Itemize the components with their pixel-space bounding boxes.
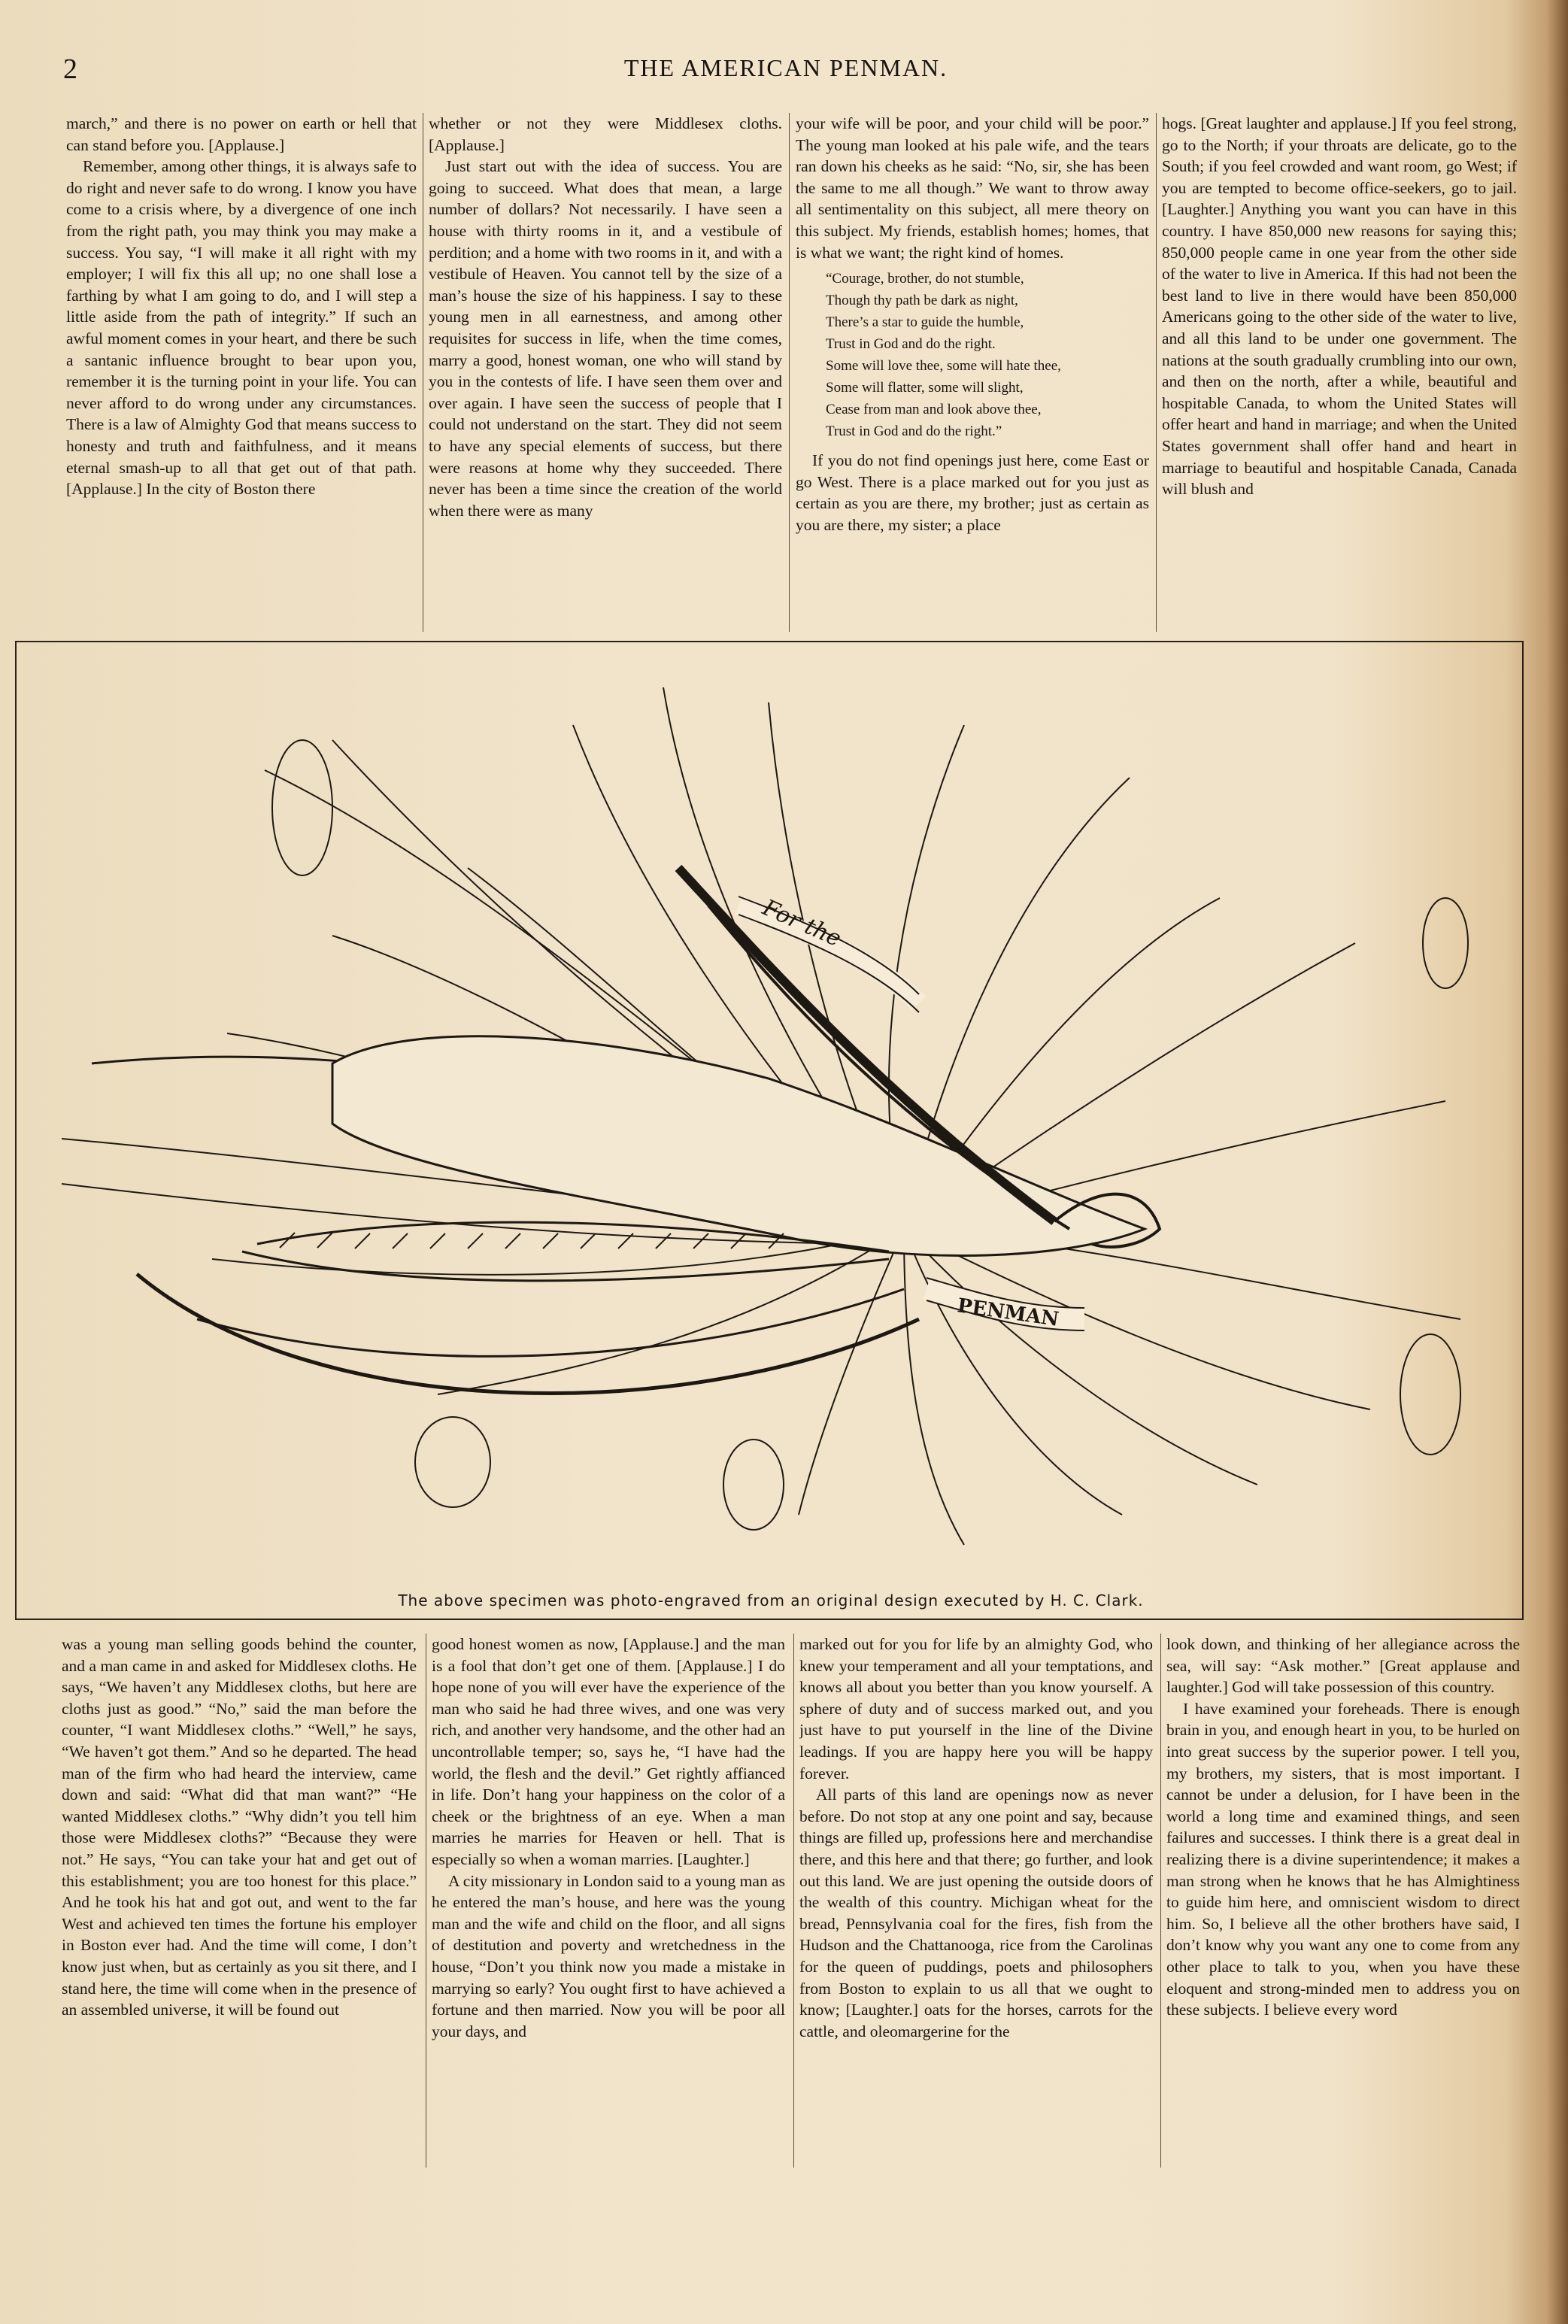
paragraph: If you do not find openings just here, come East or go West. There is a place marked out for you just as certain as you are there, my brother; just as certain as you are there, my sister; a place: [796, 451, 1149, 534]
poem: [796, 268, 1149, 442]
banner-top-text: For the: [758, 894, 845, 953]
page-header: [60, 53, 1512, 90]
poem-line: Some will flatter, some will slight,: [826, 380, 1024, 396]
poem-line: There’s a star to guide the humble,: [826, 314, 1024, 331]
bottom-column-1: [62, 1634, 417, 2175]
paragraph: Remember, among other things, it is always safe to do right and never safe to do wrong. I know you have come to a crisis where, by a divergence of one inch from the right path, you may think you may make a success. You say, “I will make it all right with my employer; I will fix this all up; no one shall lose a farthing by what I am going to do, and I will step a little aside from the path of integrity.” If such an awful moment comes in your heart, and there be such a santanic influence brought to bear upon you, remember it is the turning point in your life. You can never afford to do wrong under any circumstances. There is a law of Almighty God that means success to honesty and truth and faithfulness, and it means eternal smash-up to all that get out of that path. [Applause.] In the city of Boston there: [66, 157, 417, 499]
bottom-column-3: [799, 1634, 1153, 2175]
page-edge-shadow: [1545, 0, 1568, 2324]
illustration-caption: The above specimen was photo-engraved from an original design executed by H. C. Clark.: [398, 1591, 1144, 1610]
column-rule: [1160, 1634, 1161, 2168]
paragraph: marked out for you for life by an almighty God, who knew your temperament and all your temptations, and knows all about you better than you know yourself. A sphere of duty and of success marked out, and you just have to put yourself in the line of the Divine leadings. If you are happy here you will be happy forever.: [799, 1635, 1153, 1782]
paragraph: whether or not they were Middlesex cloths. [Applause.]: [429, 114, 782, 154]
paragraph: hogs. [Great laughter and applause.] If you feel strong, go to the North; if your throats are delicate, go to the South; if you feel crowded and want room, go West; if you are tempted to become office-seekers, go to jail. [Laughter.] Anything you want you can have in this country. I have 850,000 new reasons for saying this; 850,000 people came in one year from the other side of the water to live in America. If this had not been the best land to live in there would have been 850,000 Americans going to the other side of the water to live, and all this land to be under one government. The nations at the south gradually crumbling into our own, and then on the north, after a while, beautiful and hospitable Canada, to whom the United States will offer heart and hand in marriage; and when the United States government shall offer hand and heart in marriage to beautiful and hospitable Canada, Canada will blush and: [1162, 114, 1517, 499]
bottom-column-2: [432, 1634, 785, 2175]
poem-line: Trust in God and do the right.: [826, 336, 996, 353]
top-column-3: [796, 113, 1149, 632]
poem-line: “Courage, brother, do not stumble,: [826, 271, 1024, 287]
paragraph: I have examined your foreheads. There is enough brain in you, and enough heart in you, to be hurled on into great success by the superior power. I tell you, my brothers, my sisters, that is most important. I cannot be under a delusion, for I have been in the world a long time and examined things, and seen failures and successes. I think there is a great deal in realizing there is a divine superintendence; it makes a man strong when he knows that he has Almightiness to guide him here, and omniscient wisdom to direct him. So, I believe all the other brothers have said, I don’t know why you want any one to come from any other place to talk to you, when you have these eloquent and strong-minded men to address you on these subjects. I believe every word: [1166, 1699, 1520, 2019]
paragraph: your wife will be poor, and your child will be poor.” The young man looked at his pale wife, and the tears ran down his cheeks as he said: “No, sir, she has been the same to me all though.” We want to throw away all sentimentality on this subject, all mere theory on this subject. My friends, establish homes; homes, that is what we want; the right kind of homes.: [796, 114, 1149, 262]
paragraph: look down, and thinking of her allegiance across the sea, will say: “Ask mother.” [Great applause and laughter.] God will take possession of this country.: [1166, 1635, 1520, 1697]
paragraph: march,” and there is no power on earth or hell that can stand before you. [Applause.]: [66, 114, 417, 154]
paragraph: was a young man selling goods behind the counter, and a man came in and asked for Middlesex cloths. He says, “We haven’t any Middlesex cloths, but here are cloths just as good.” “No,” said the man before the counter, “I want Middlesex cloths.” “Well,” he says, “We haven’t got them.” And so he departed. The head man of the firm who had heard the interview, came down and said: “What did that man want?” “He wanted Middlesex cloths.” “Why didn’t you tell him those were Middlesex cloths?” “Because they were not.” He says, “You can take your hat and get out of this establishment; you are too honest for this place.” And he took his hat and got out, and went to the far West and achieved ten times the fortune his employer in Boston ever had. And the time will come, I don’t know just when, but as certainly as you sit there, and I stand here, the time will come when in the presence of an assembled universe, it will be found out: [62, 1635, 417, 2019]
top-column-2: [429, 113, 782, 632]
journal-title: THE AMERICAN PENMAN.: [623, 54, 948, 81]
penmanship-illustration: [15, 641, 1524, 1620]
column-rule: [789, 113, 790, 632]
paragraph: A city missionary in London said to a young man as he entered the man’s house, and here was the young man and the wife and child on the floor, and all signs of destitution and poverty and wretchedness in the house, “Don’t you think now you made a mistake in marrying so early? You ought first to have achieved a fortune and then married. Now you will be poor all your days, and: [432, 1871, 785, 2040]
flourished-bird-drawing: [17, 642, 1522, 1582]
poem-line: Some will love thee, some will hate thee,: [826, 358, 1061, 375]
paragraph: good honest women as now, [Applause.] and the man is a fool that don’t get one of them. [Applause.] I do hope none of you will ever have the experience of the man who said he had three wives, and one was very rich, and another very handsome, and the other had an uncontrollable temper; so, says he, “I have had the world, the flesh and the devil.” Get rightly affianced in life. Don’t hang your happiness on the color of a cheek or the brightness of an eye. When a man marries he marries for Heaven or hell. That is especially so when a woman marries. [Laughter.]: [432, 1635, 785, 1868]
poem-line: Cease from man and look above thee,: [826, 402, 1042, 418]
bottom-column-4: [1166, 1634, 1520, 2175]
top-column-4: [1162, 113, 1517, 632]
column-rule: [793, 1634, 794, 2168]
banner-bottom-text: PENMAN: [956, 1294, 1060, 1331]
column-rule: [1156, 113, 1157, 632]
paragraph: All parts of this land are openings now as never before. Do not stop at any one point and say, because things are filled up, professions here and merchandise there, and this here and that there; go further, and look out this land. We are just opening the outside doors of the wealth of this country. Michigan wheat for the bread, Pennsylvania coal for the fires, fish from the Hudson and the Chattanooga, rice from the Carolinas for the queen of puddings, poets and philosophers from Boston to explain to us all that we ought to know; [Laughter.] oats for the horses, carrots for the cattle, and oleomargerine for the: [799, 1785, 1153, 2040]
paragraph: Just start out with the idea of success. You are going to succeed. What does that mean, a large number of dollars? Not necessarily. I have seen a house with thirty rooms in it, and a vestibule of perdition; and a home with two rooms in it, and with a vestibule of Heaven. You cannot tell by the size of a man’s house the size of his happiness. I say to these young men in all earnestness, and among other requisites for success in life, when the time comes, marry a good, honest woman, one who will stand by you in the contests of life. I have seen them over and over again. I have seen the success of people that I could not understand on the start. They did not seem to have any special elements of success, but there were reasons at home why they succeeded. There never has been a time since the creation of the world when there were as many: [429, 157, 782, 520]
top-column-1: [66, 113, 417, 632]
page-number: 2: [63, 53, 77, 85]
poem-line: Trust in God and do the right.”: [826, 423, 1002, 440]
poem-line: Though thy path be dark as night,: [826, 293, 1018, 309]
